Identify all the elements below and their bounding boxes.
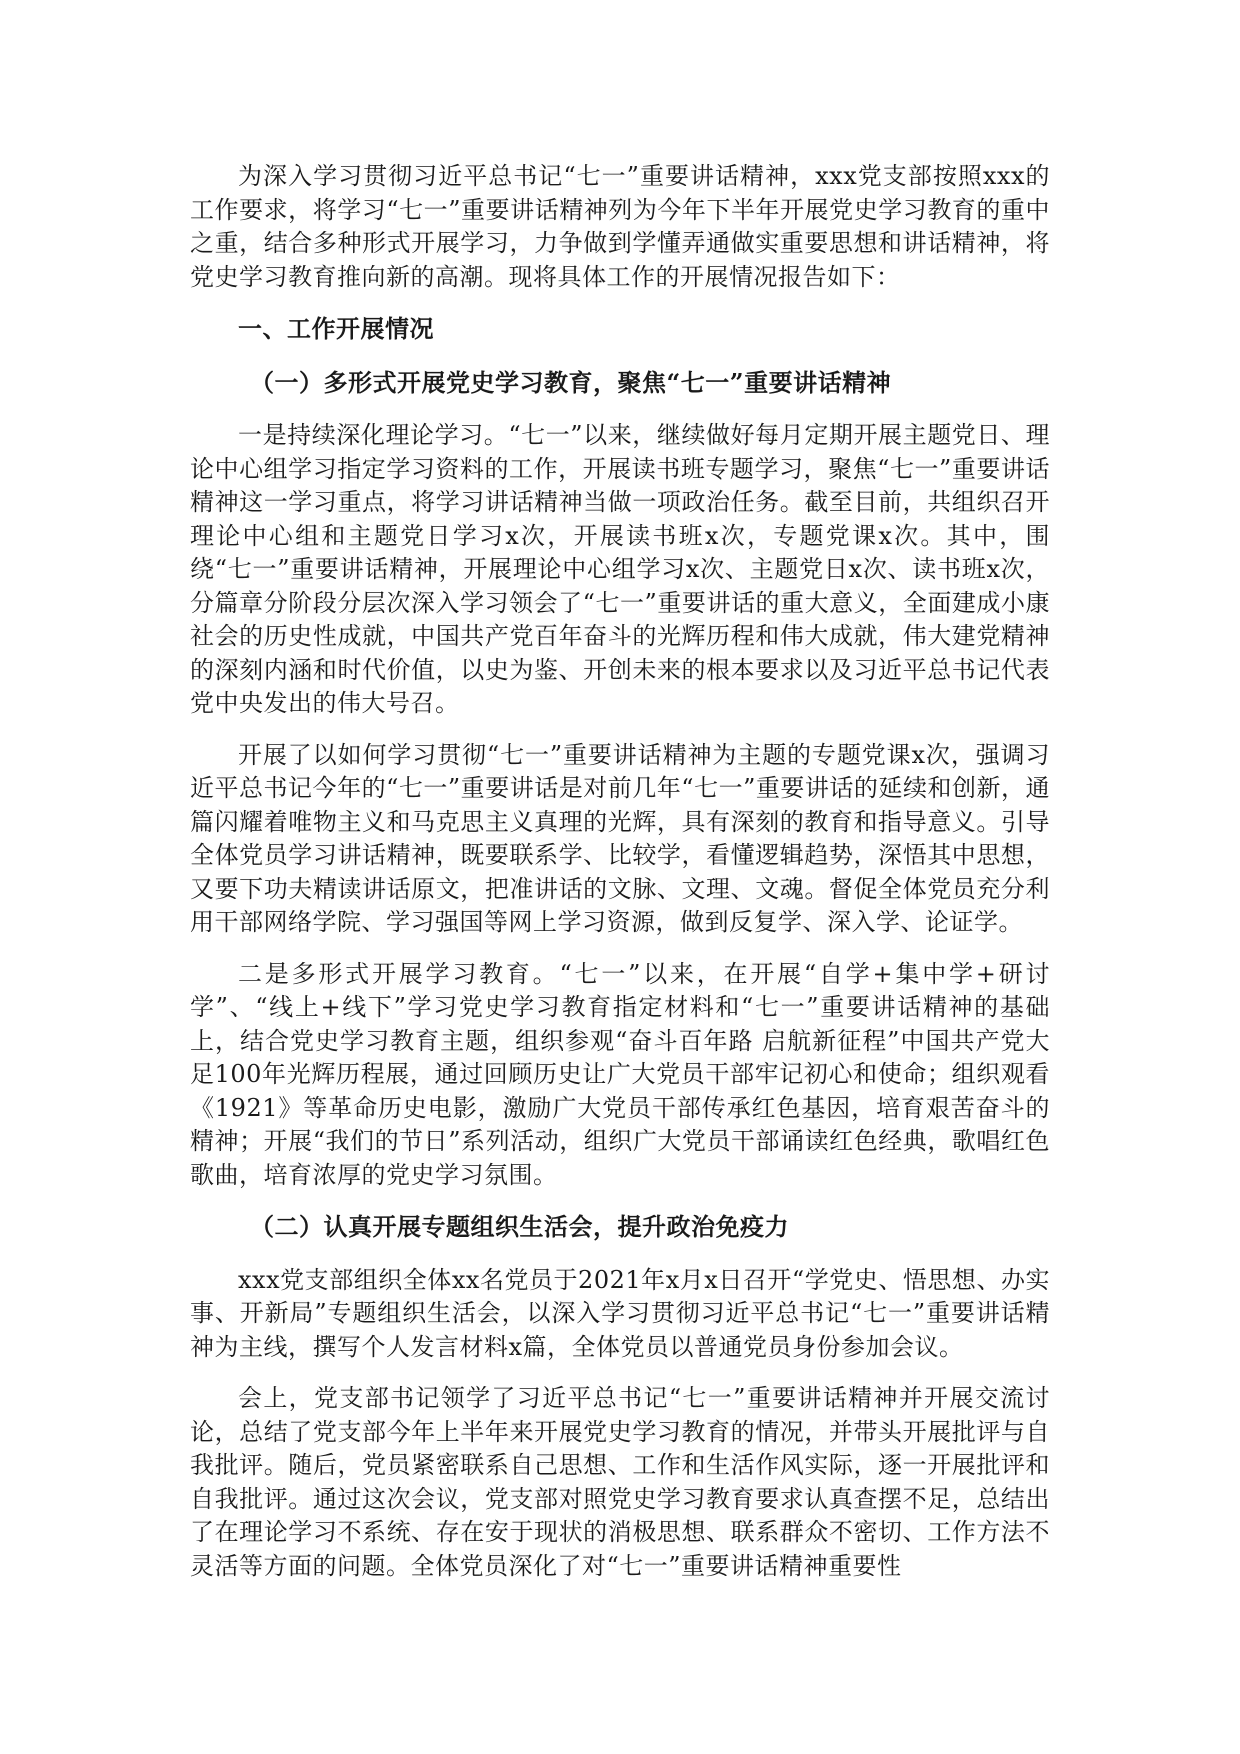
subsection1-paragraph-1: 一是持续深化理论学习。“七一”以来，继续做好每月定期开展主题党日、理论中心组学习指定学习资料的工作，开展读书班专题学习，聚焦“七一”重要讲话精神这一学习重点，将学习讲话精神当做一项政治任务。截至目前，共组织召开理论中心组和主题党日学习x次，开展读书班x次，专题党课x次。其中，围绕“七一”重要讲话精神，开展理论中心组学习x次、主题党日x次、读书班x次，分篇章分阶段分层次深入学习领会了“七一”重要讲话的重大意义，全面建成小康社会的历史性成就，中国共产党百年奋斗的光辉历程和伟大成就，伟大建党精神的深刻内涵和时代价值，以史为鉴、开创未来的根本要求以及习近平总书记代表党中央发出的伟大号召。: [190, 421, 1050, 717]
section-heading-1: 一、工作开展情况: [238, 314, 434, 343]
subsection-heading-1: （一）多形式开展党史学习教育，聚焦“七一”重要讲话精神: [250, 367, 892, 397]
subsection2-paragraph-1: xxx党支部组织全体xx名党员于2021年x月x日召开“学党史、悟思想、办实事、开新局”专题组织生活会，以深入学习贯彻习近平总书记“七一”重要讲话精神为主线，撰写个人发言材料x篇，全体党员以普通党员身份参加会议。: [190, 1265, 1050, 1361]
intro-paragraph: 为深入学习贯彻习近平总书记“七一”重要讲话精神，xxx党支部按照xxx的工作要求，将学习“七一”重要讲话精神列为今年下半年开展党史学习教育的重中之重，结合多种形式开展学习，力争做到学懂弄通做实重要思想和讲话精神，将党史学习教育推向新的高潮。现将具体工作的开展情况报告如下：: [190, 162, 1050, 291]
subsection1-paragraph-2: 开展了以如何学习贯彻“七一”重要讲话精神为主题的专题党课x次，强调习近平总书记今年的“七一”重要讲话是对前几年“七一”重要讲话的延续和创新，通篇闪耀着唯物主义和马克思主义真理的光辉，具有深刻的教育和指导意义。引导全体党员学习讲话精神，既要联系学、比较学，看懂逻辑趋势，深悟其中思想，又要下功夫精读讲话原文，把准讲话的文脉、文理、文魂。督促全体党员充分利用干部网络学院、学习强国等网上学习资源，做到反复学、深入学、论证学。: [190, 740, 1050, 936]
document-body: [190, 160, 1050, 1601]
subsection2-paragraph-2: 会上，党支部书记领学了习近平总书记“七一”重要讲话精神并开展交流讨论，总结了党支部今年上半年来开展党史学习教育的情况，并带头开展批评与自我批评。随后，党员紧密联系自己思想、工作和生活作风实际，逐一开展批评和自我批评。通过这次会议，党支部对照党史学习教育要求认真查摆不足，总结出了在理论学习不系统、存在安于现状的消极思想、联系群众不密切、工作方法不灵活等方面的问题。全体党员深化了对“七一”重要讲话精神重要性: [190, 1384, 1050, 1580]
subsection-heading-2: （二）认真开展专题组织生活会，提升政治免疫力: [250, 1212, 789, 1241]
subsection1-paragraph-3: 二是多形式开展学习教育。“七一”以来，在开展“自学+集中学+研讨学”、“线上+线下”学习党史学习教育指定材料和“七一”重要讲话精神的基础上，结合党史学习教育主题，组织参观“奋斗百年路 启航新征程”中国共产党大足100年光辉历程展，通过回顾历史让广大党员干部牢记初心和使命；组织观看《1921》等革命历史电影，激励广大党员干部传承红色基因，培育艰苦奋斗的精神；开展“我们的节日”系列活动，组织广大党员干部诵读红色经典，歌唱红色歌曲，培育浓厚的党史学习氛围。: [190, 959, 1050, 1189]
